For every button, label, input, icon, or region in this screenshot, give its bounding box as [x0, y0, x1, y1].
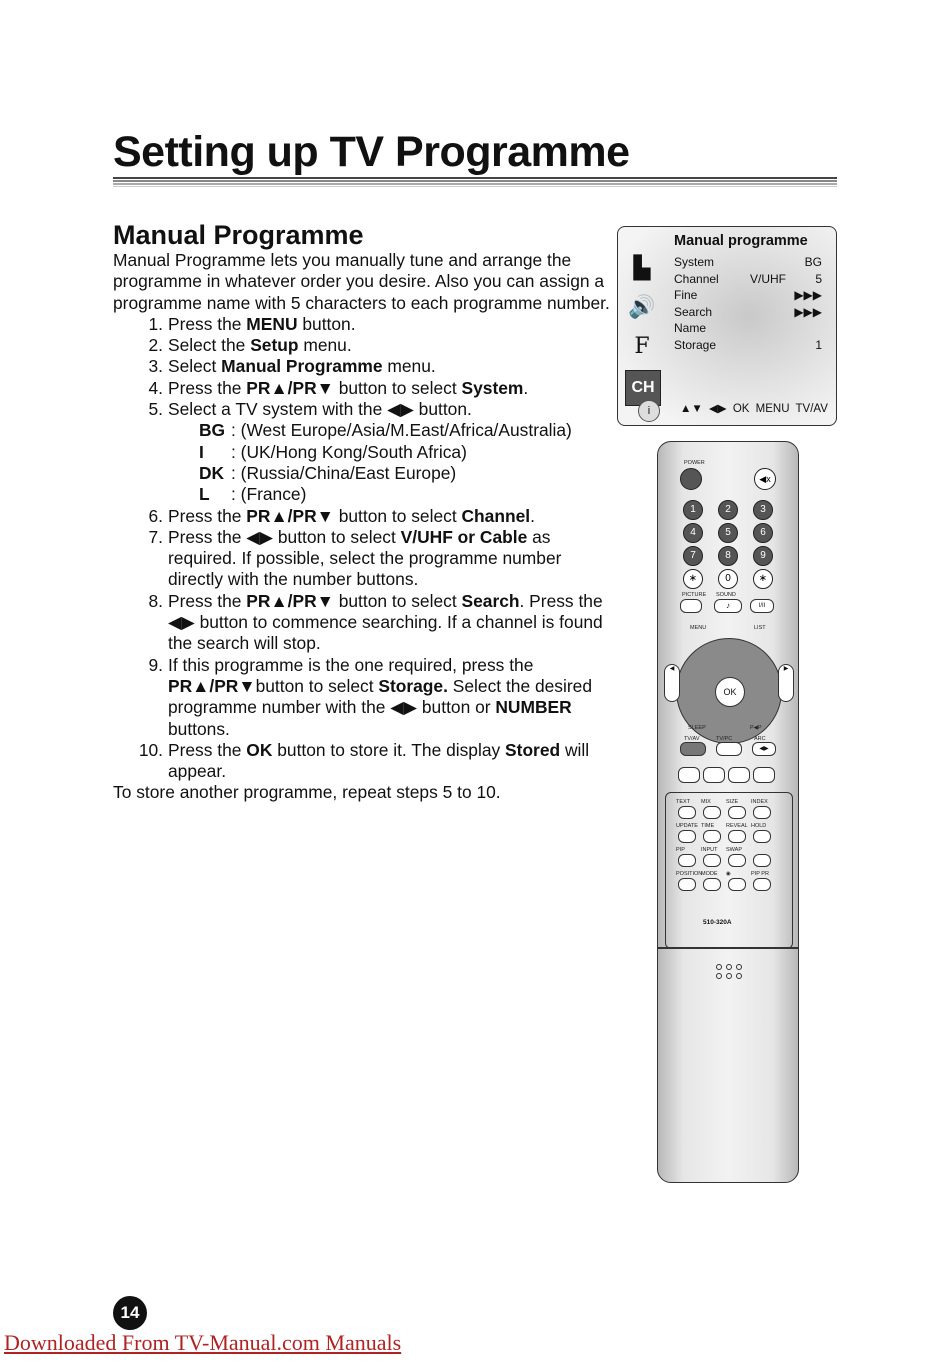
osd-row [674, 254, 822, 271]
teletext-button [703, 854, 721, 867]
digit-button: ∗ [683, 569, 703, 589]
color-key [728, 767, 750, 783]
teletext-label: HOLD [751, 823, 767, 829]
section-title: Manual Programme [113, 220, 364, 250]
teletext-button [703, 830, 721, 843]
osd-icon-column [627, 253, 657, 415]
digit-button: ∗ [753, 569, 773, 589]
osd-row-value: 1 [815, 337, 822, 352]
step-keyword: MENU [246, 313, 298, 334]
channel-icon: CH [625, 370, 661, 406]
step-item [113, 399, 613, 420]
step-item [113, 527, 613, 591]
teletext-label: TIME [701, 823, 715, 829]
step-text: menu. [298, 335, 352, 356]
digit-button: 8 [718, 546, 738, 566]
digit-button: 4 [683, 523, 703, 543]
step-number: 2. [148, 335, 163, 356]
sound-button: ♪ [714, 599, 742, 613]
speaker-dot [736, 964, 742, 970]
teletext-button [678, 830, 696, 843]
teletext-button [728, 854, 746, 867]
closing-paragraph: To store another programme, repeat steps 5 to 10. [113, 782, 501, 803]
step-keyword: Manual Programme [221, 356, 383, 377]
system-description: : (UK/Hong Kong/South Africa) [231, 441, 467, 462]
step-text: button to store it. The display [272, 739, 506, 760]
system-item [113, 463, 613, 484]
system-description: : (West Europe/Asia/M.East/Africa/Australia) [231, 420, 572, 441]
system-item [113, 442, 613, 463]
speaker-dot [726, 973, 732, 979]
system-code: DK [199, 462, 225, 483]
osd-row-label: Channel [674, 271, 719, 286]
sound-label: SOUND [716, 592, 736, 598]
volume-right-button: ▶ [778, 664, 794, 702]
step-item [113, 378, 613, 399]
digit-button: 5 [718, 523, 738, 543]
step-text: . [523, 377, 529, 398]
system-code: BG [199, 420, 226, 441]
step-keyword: PR▲/PR▼ [168, 675, 256, 696]
system-description: : (France) [231, 484, 307, 505]
power-label: POWER [684, 460, 705, 466]
osd-row [674, 287, 822, 304]
battery-cover-edge [658, 947, 798, 949]
teletext-button [753, 854, 771, 867]
step-text: Press the [168, 313, 247, 334]
osd-row-label: System [674, 255, 715, 269]
swap-label: P◀P [750, 725, 762, 731]
digit-button: 3 [753, 500, 773, 520]
step-text: menu. [382, 356, 436, 377]
step-keyword: PR▲/PR▼ [246, 377, 334, 398]
osd-row [674, 337, 822, 354]
step-number: 8. [148, 590, 163, 611]
speaker-icon: 🔊 [628, 294, 656, 319]
teletext-button [678, 806, 696, 819]
step-number: 5. [148, 399, 163, 420]
step-keyword: Search [461, 590, 520, 611]
step-keyword: PR▲/PR▼ [246, 590, 334, 611]
step-text: . Press the ◀▶ button to commence searching. If a channel is found the search will stop. [168, 590, 603, 654]
teletext-label: UPDATE [676, 823, 698, 829]
teletext-button [728, 830, 746, 843]
step-text: Press the ◀▶ button to select [168, 526, 401, 547]
dual-button: I/II [750, 599, 774, 613]
digit-button: 1 [683, 500, 703, 520]
digit-button: 0 [718, 569, 738, 589]
osd-row-value: ▶▶▶ [794, 304, 822, 319]
tvav-label: TV/AV [684, 736, 700, 742]
osd-row-value: 5 [815, 271, 822, 286]
power-button [680, 468, 702, 490]
color-key [703, 767, 725, 783]
step-keyword: System [461, 377, 524, 398]
teletext-label: SWAP [726, 847, 742, 853]
step-item [113, 740, 613, 783]
speaker-dot [726, 964, 732, 970]
step-number: 9. [148, 654, 163, 675]
tvpc-label: TV/PC [716, 736, 733, 742]
digit-button: 9 [753, 546, 773, 566]
osd-rows [674, 254, 822, 354]
teletext-button [753, 878, 771, 891]
step-text: If this programme is the one required, press the [168, 654, 534, 675]
step-text: . [530, 505, 535, 526]
step-text: button to select [333, 377, 462, 398]
osd-row-mode: V/UHF [750, 271, 786, 286]
teletext-label: MODE [701, 871, 718, 877]
digit-button: 7 [683, 546, 703, 566]
osd-footer: ▲▼ ◀▶ OK MENU TV/AV [680, 403, 828, 415]
menu-label: MENU [690, 625, 707, 631]
system-code: L [199, 484, 210, 505]
steps-list-continued [113, 506, 613, 783]
step-keyword: Setup [250, 335, 299, 356]
remote-control-illustration [657, 441, 799, 1183]
picture-icon: ▙ [633, 255, 651, 280]
teletext-label: TEXT [676, 799, 691, 805]
step-keyword: Storage. [378, 675, 448, 696]
system-list [113, 420, 613, 505]
digit-button: 2 [718, 500, 738, 520]
system-code: I [199, 441, 204, 462]
osd-row-value: ▶▶▶ [794, 288, 822, 303]
step-text: Select the [168, 335, 251, 356]
step-item [113, 506, 613, 527]
step-item [113, 591, 613, 655]
color-key [753, 767, 775, 783]
system-item [113, 484, 613, 505]
page-title: Setting up TV Programme [113, 128, 630, 176]
step-text: button to select [333, 505, 462, 526]
title-rule [113, 177, 837, 187]
speaker-dot [736, 973, 742, 979]
teletext-label: PIP PR [751, 871, 769, 877]
step-number: 3. [148, 356, 163, 377]
step-number: 10. [138, 739, 163, 760]
volume-left-button: ◀ [664, 664, 680, 702]
osd-row [674, 271, 822, 288]
picture-label: PICTURE [682, 592, 707, 598]
step-text: button. [297, 313, 356, 334]
ok-button: OK [715, 677, 745, 707]
digit-button: 6 [753, 523, 773, 543]
step-text: Press the [168, 739, 247, 760]
teletext-button [678, 878, 696, 891]
speaker-dot [716, 964, 722, 970]
osd-row-label: Storage [674, 337, 717, 352]
osd-row-label: Search [674, 304, 713, 319]
step-text: Press the [168, 505, 247, 526]
step-number: 7. [148, 526, 163, 547]
step-text: will appear. [168, 739, 590, 782]
step-text: button to select [255, 675, 379, 696]
osd-row [674, 320, 822, 337]
osd-title: Manual programme [674, 233, 808, 249]
teletext-label: POSITION [676, 871, 703, 877]
speaker-dot [716, 973, 722, 979]
teletext-label: INDEX [751, 799, 768, 805]
step-text: as required. If possible, select the programme number directly with the number buttons. [168, 526, 562, 590]
footer-link[interactable]: Downloaded From TV-Manual.com Manuals [4, 1330, 402, 1355]
teletext-label: MIX [701, 799, 711, 805]
step-item [113, 655, 613, 740]
instructions [113, 250, 613, 804]
teletext-button [728, 878, 746, 891]
picture-button [680, 599, 702, 613]
tvpc-button [716, 742, 742, 756]
osd-menu-screenshot [617, 226, 837, 426]
step-text: Select [168, 356, 222, 377]
step-item [113, 335, 613, 356]
osd-row-value: BG [804, 255, 822, 269]
color-key [678, 767, 700, 783]
arc-label: ARC [754, 736, 766, 742]
step-item [113, 356, 613, 377]
step-number: 1. [148, 313, 163, 334]
step-keyword: PR▲/PR▼ [246, 505, 334, 526]
step-text: buttons. [168, 718, 230, 739]
osd-row [674, 304, 822, 321]
step-text: Press the [168, 377, 247, 398]
teletext-label: INPUT [701, 847, 718, 853]
model-number: 510-320A [703, 919, 732, 926]
teletext-button [728, 806, 746, 819]
teletext-button [703, 806, 721, 819]
step-keyword: V/UHF or Cable [400, 526, 528, 547]
teletext-label: ◉ [726, 871, 731, 877]
step-keyword: NUMBER [495, 697, 572, 718]
teletext-label: PIP [676, 847, 685, 853]
teletext-button [678, 854, 696, 867]
teletext-button [753, 830, 771, 843]
mute-icon: ◀x [754, 468, 776, 490]
teletext-label: SIZE [726, 799, 739, 805]
page-number: 14 [113, 1296, 147, 1330]
teletext-button [703, 878, 721, 891]
arc-button: ◀▶ [752, 742, 776, 756]
step-item [113, 314, 613, 335]
sleep-label: SLEEP [688, 725, 706, 731]
teletext-label: REVEAL [726, 823, 748, 829]
step-text: button to select [333, 590, 462, 611]
system-item [113, 420, 613, 441]
info-icon: i [638, 400, 660, 422]
function-icon: F [634, 333, 650, 359]
list-label: LIST [754, 625, 766, 631]
system-description: : (Russia/China/East Europe) [231, 462, 457, 483]
step-text: Select the desired programme number with the ◀▶ button or [168, 675, 592, 718]
intro-paragraph: Manual Programme lets you manually tune and arrange the programme in whatever order you desire. Also you can assign a programme name with 5 characters to each programme number. [113, 250, 610, 313]
step-keyword: Channel [461, 505, 531, 526]
step-keyword: Stored [505, 739, 561, 760]
step-text: Press the [168, 590, 247, 611]
step-number: 6. [148, 505, 163, 526]
osd-row-label: Name [674, 321, 707, 336]
teletext-button [753, 806, 771, 819]
osd-row-label: Fine [674, 288, 698, 303]
step-keyword: OK [246, 739, 273, 760]
steps-list [113, 314, 613, 420]
tvav-button [680, 742, 706, 756]
step-number: 4. [148, 377, 163, 398]
step-text: Select a TV system with the ◀▶ button. [168, 399, 472, 420]
